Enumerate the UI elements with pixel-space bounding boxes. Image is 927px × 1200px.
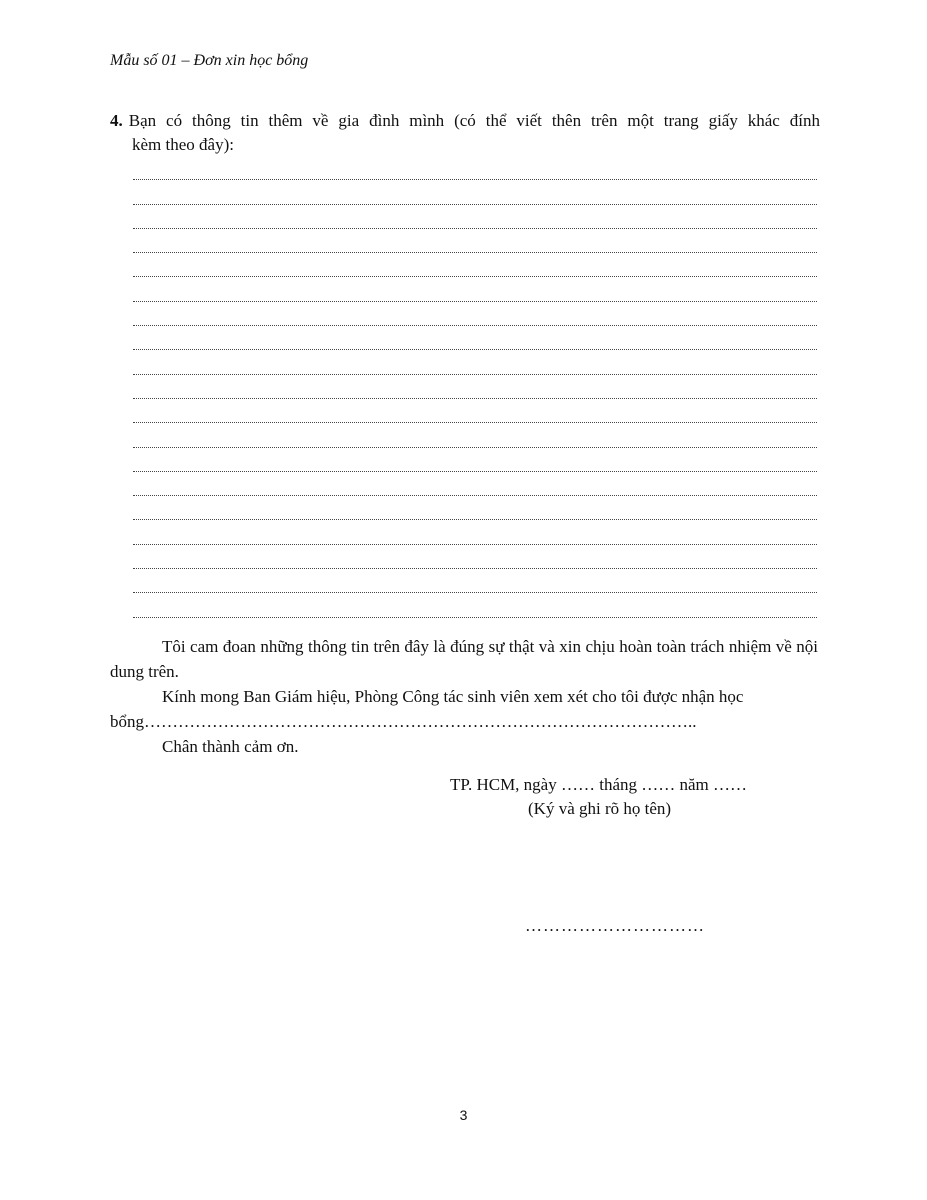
answer-line[interactable] [133,354,817,378]
answer-line[interactable] [133,573,817,597]
signature-name-blank[interactable]: ………………………… [525,916,705,935]
answer-line[interactable] [133,306,817,330]
answer-line[interactable] [133,403,817,427]
answer-line[interactable] [133,452,817,476]
answer-line[interactable] [133,209,817,233]
question-text-line1: Bạn có thông tin thêm về gia đình mình (có thể viết thên trên một trang giấy khác đính [128,111,820,130]
answer-line[interactable] [133,330,817,354]
question-number: 4. [110,111,123,130]
answer-line[interactable] [133,524,817,548]
question-text-line2: kèm theo đây): [132,135,234,154]
answer-line[interactable] [133,500,817,524]
answer-line[interactable] [133,476,817,500]
answer-lines[interactable] [133,160,817,622]
answer-line[interactable] [133,233,817,257]
answer-line[interactable] [133,257,817,281]
signature-block [450,773,830,821]
answer-line[interactable] [133,281,817,305]
answer-line[interactable] [133,597,817,621]
signature-instruction: (Ký và ghi rõ họ tên) [528,799,672,818]
answer-line[interactable] [133,160,817,184]
declaration [110,634,818,759]
answer-line[interactable] [133,427,817,451]
page-number: 3 [459,1107,468,1123]
thanks-paragraph: Chân thành cảm ơn. [162,737,299,756]
commitment-paragraph: Tôi cam đoan những thông tin trên đây là đúng sự thật và xin chịu hoàn toàn trách nhiệm về nội dung trên. [110,637,818,681]
answer-line[interactable] [133,379,817,403]
answer-line[interactable] [133,184,817,208]
place-date: TP. HCM, ngày …… tháng …… năm …… [450,775,748,794]
request-paragraph: Kính mong Ban Giám hiệu, Phòng Công tác sinh viên xem xét cho tôi được nhận học bổng…………………………………………………………………………………….. [110,687,744,731]
form-label: Mẫu số 01 – Đơn xin học bổng [110,52,309,69]
question-4 [110,109,820,157]
answer-line[interactable] [133,549,817,573]
